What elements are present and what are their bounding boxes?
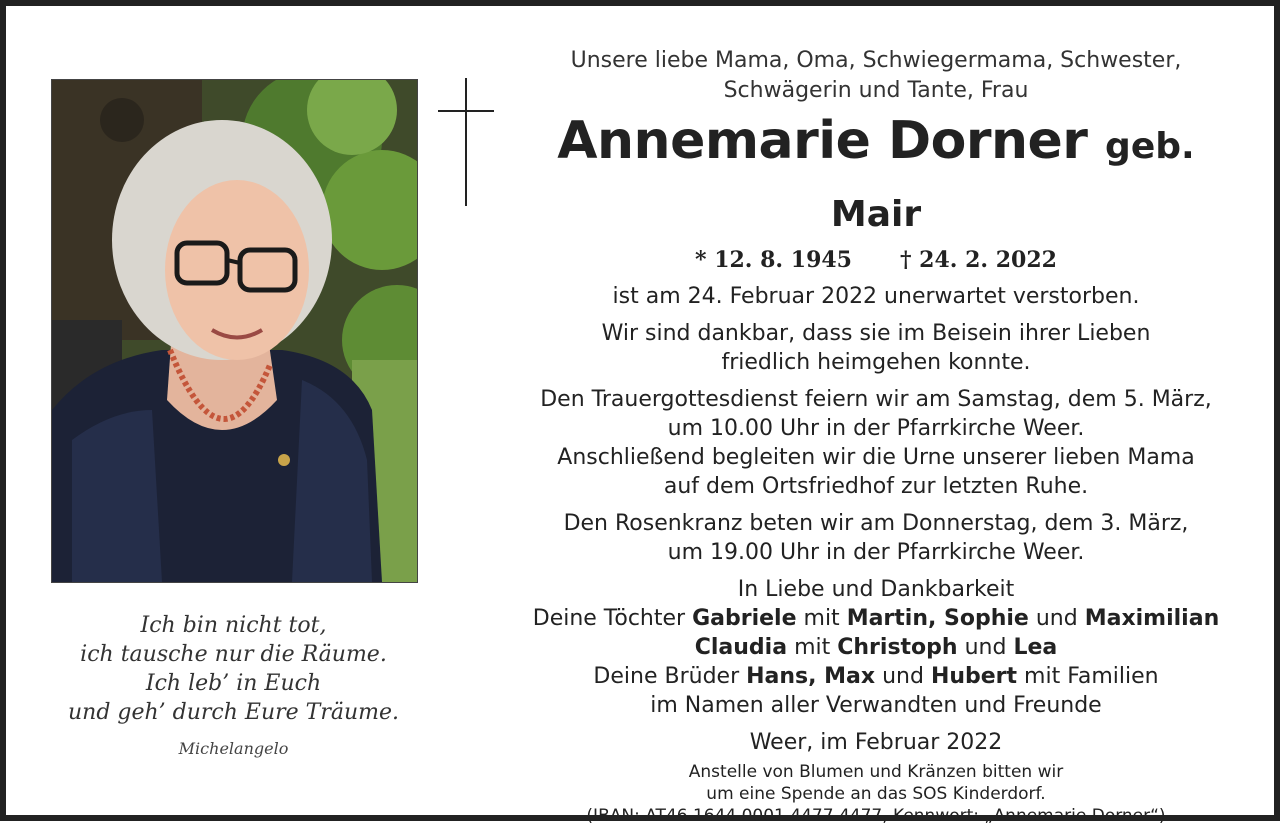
quote-line: Ich bin nicht tot, [140,613,327,638]
cross-icon [438,78,494,206]
family-daughters-line [506,604,1246,633]
deceased-name [506,110,1246,246]
quote-line: Ich leb’ in Euch [145,671,322,696]
portrait-photo [51,79,418,583]
family-text: Deine Brüder [593,664,740,689]
service-line: um 10.00 Uhr in der Pfarrkirche Weer. [667,416,1085,441]
maiden-name: geb. Mair [830,126,1195,235]
family-member: Lea [1013,635,1058,660]
rosary-line: um 19.00 Uhr in der Pfarrkirche Weer. [667,540,1085,565]
family-text: und [882,664,924,689]
full-name: Annemarie Dorner [557,111,1088,171]
gratitude-line: Wir sind dankbar, dass sie im Beisein ihrer Lieben [601,321,1151,346]
family-text: und [1035,606,1078,631]
intro-line: Unsere liebe Mama, Oma, Schwiegermama, Schwester, [570,48,1182,73]
family-member: Hans, Max [746,664,876,689]
portrait-illustration [52,80,417,582]
family-heading: In Liebe und Dankbarkeit [737,577,1015,602]
death-date: † 24. 2. 2022 [900,247,1057,273]
family-text: mit [794,635,831,660]
family-member: Christoph [837,635,958,660]
quote-line: und geh’ durch Eure Träume. [67,700,400,725]
donation-line: Anstelle von Blumen und Kränzen bitten wir [688,762,1064,782]
quote-block [36,611,431,758]
donation-iban: (IBAN: AT46 1644 0001 4477 4477, Kennwort: „Annemarie Dorner“) [586,806,1166,826]
gratitude-line: friedlich heimgehen konnte. [721,350,1031,375]
intro-line: Schwägerin und Tante, Frau [723,78,1029,103]
family-member: Maximilian [1084,606,1220,631]
family-daughter2-line [506,633,1246,662]
family-text: Deine Töchter [532,606,686,631]
donation-line: um eine Spende an das SOS Kinderdorf. [706,784,1046,804]
family-text: und [964,635,1007,660]
death-notice: ist am 24. Februar 2022 unerwartet verstorben. [612,284,1140,309]
service-line: Anschließend begleiten wir die Urne unserer lieben Mama [557,445,1195,470]
family-text: mit [803,606,840,631]
birth-date: * 12. 8. 1945 [695,247,852,273]
family-member: Gabriele [692,606,797,631]
obituary-text [506,46,1246,827]
family-member: Claudia [694,635,788,660]
family-member: Hubert [930,664,1018,689]
family-member: Martin, Sophie [846,606,1029,631]
family-brothers-line [506,662,1246,691]
place-date: Weer, im Februar 2022 [749,730,1003,755]
relatives-line: im Namen aller Verwandten und Freunde [650,693,1102,718]
life-dates [506,246,1246,274]
quote-author: Michelangelo [178,739,289,758]
family-text: mit Familien [1024,664,1159,689]
rosary-line: Den Rosenkranz beten wir am Donnerstag, dem 3. März, [563,511,1189,536]
quote-line: ich tausche nur die Räume. [80,642,387,667]
service-line: auf dem Ortsfriedhof zur letzten Ruhe. [663,474,1089,499]
service-line: Den Trauergottesdienst feiern wir am Samstag, dem 5. März, [540,387,1212,412]
